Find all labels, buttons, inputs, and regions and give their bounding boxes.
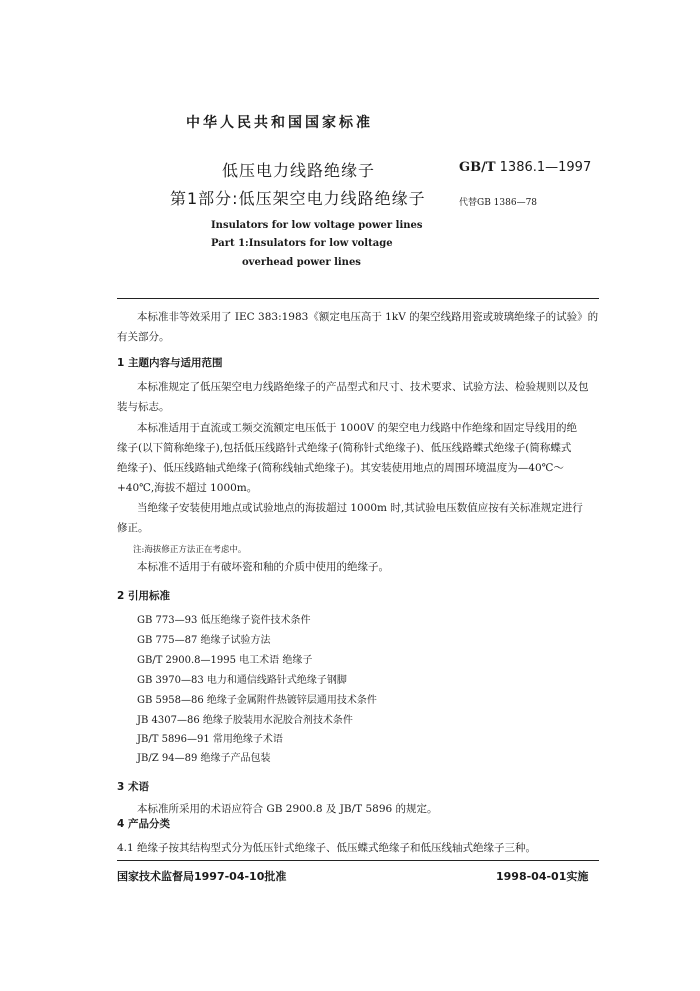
s1-p3-line2: 修正。 <box>117 522 149 534</box>
reference-item: GB 3970—83 电力和通信线路针式绝缘子钢脚 <box>137 675 347 686</box>
section-4-heading: 4 产品分类 <box>117 818 170 830</box>
footer-divider <box>117 860 599 861</box>
header-divider <box>117 298 599 299</box>
s4-p1: 4.1 绝缘子按其结构型式分为低压针式绝缘子、低压蝶式绝缘子和低压线轴式绝缘子三种。 <box>117 842 537 854</box>
s3-p1: 本标准所采用的术语应符合 GB 2900.8 及 JB/T 5896 的规定。 <box>137 803 438 815</box>
approval-date: 国家技术监督局1997-04-10批准 <box>117 870 287 883</box>
standard-code: 1386.1—1997 <box>499 160 592 175</box>
s1-note: 注:海拔修正方法正在考虑中。 <box>133 545 247 555</box>
title-chinese-line2: 第1部分:低压架空电力线路绝缘子 <box>170 189 426 208</box>
replaces-standard: 代替GB 1386—78 <box>459 198 538 208</box>
standard-number <box>459 160 591 175</box>
standard-prefix: GB/T <box>459 160 496 175</box>
intro-line1: 本标准非等效采用了 IEC 383:1983《额定电压高于 1kV 的架空线路用瓷或玻璃绝缘子的试验》的 <box>137 311 599 323</box>
reference-item: GB 775—87 绝缘子试验方法 <box>137 635 271 646</box>
s1-p2-line2: 缘子(以下简称绝缘子),包括低压线路针式绝缘子(简称针式绝缘子)、低压线路蝶式绝缘子(简称蝶式 <box>117 442 572 454</box>
title-english-line3: overhead power lines <box>242 257 361 268</box>
s1-p1-line2: 装与标志。 <box>117 401 170 413</box>
section-1-heading: 1 主题内容与适用范围 <box>117 357 223 369</box>
reference-item: JB 4307—86 绝缘子胶装用水泥胶合剂技术条件 <box>137 715 353 726</box>
s1-p2-line1: 本标准适用于直流或工频交流额定电压低于 1000V 的架空电力线路中作绝缘和固定导线用的绝 <box>137 422 577 434</box>
s1-p2-line3: 绝缘子)、低压线路轴式绝缘子(简称线轴式绝缘子)。其安装使用地点的周围环境温度为—40℃～ <box>117 462 564 474</box>
reference-item: JB/T 5896—91 常用绝缘子术语 <box>137 734 283 745</box>
reference-item: JB/Z 94—89 绝缘子产品包装 <box>137 753 271 764</box>
s1-p2-line4: +40℃,海拔不超过 1000m。 <box>117 482 258 494</box>
title-english-line1: Insulators for low voltage power lines <box>211 220 423 231</box>
title-english-line2: Part 1:Insulators for low voltage <box>211 238 393 249</box>
national-standard-heading: 中华人民共和国国家标准 <box>186 115 373 131</box>
section-3-heading: 3 术语 <box>117 781 149 793</box>
s1-p4: 本标准不适用于有破坏瓷和釉的介质中使用的绝缘子。 <box>137 561 389 573</box>
reference-item: GB/T 2900.8—1995 电工术语 绝缘子 <box>137 655 313 666</box>
intro-line2: 有关部分。 <box>117 331 170 343</box>
section-2-heading: 2 引用标准 <box>117 590 170 602</box>
reference-item: GB 5958—86 绝缘子金属附件热镀锌层通用技术条件 <box>137 695 377 706</box>
title-chinese-line1: 低压电力线路绝缘子 <box>222 161 376 180</box>
s1-p1-line1: 本标准规定了低压架空电力线路绝缘子的产品型式和尺寸、技术要求、试验方法、检验规则以及包 <box>137 381 589 393</box>
s1-p3-line1: 当绝缘子安装使用地点或试验地点的海拔超过 1000m 时,其试验电压数值应按有关标准规定进行 <box>137 502 583 514</box>
reference-item: GB 773—93 低压绝缘子瓷件技术条件 <box>137 615 311 626</box>
implementation-date: 1998-04-01实施 <box>496 870 589 883</box>
